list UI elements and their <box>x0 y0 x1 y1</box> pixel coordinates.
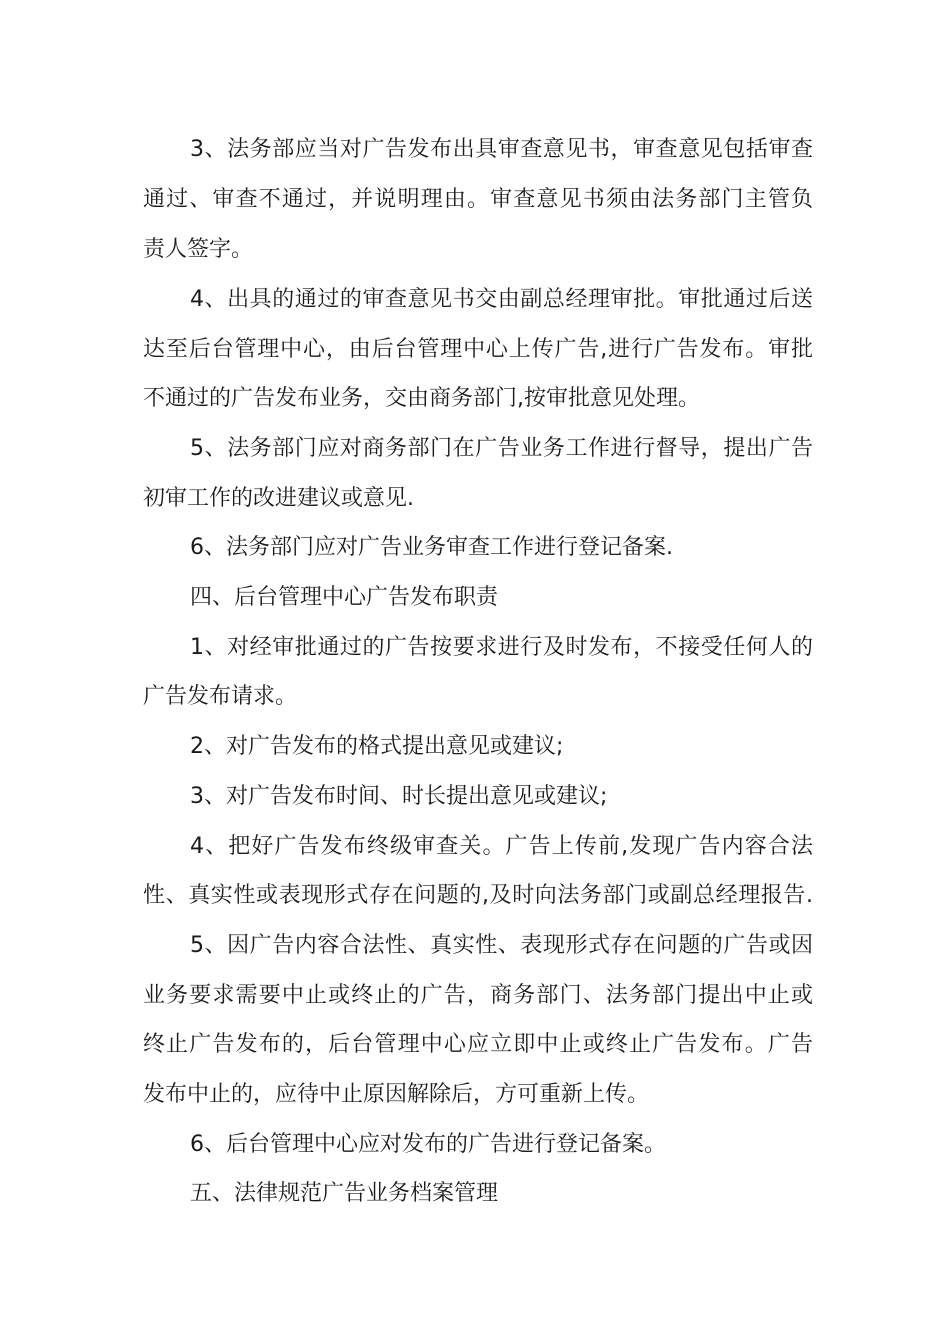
item-5-line-1: 5、因广告内容合法性、真实性、表现形式存在问题的广告或因 <box>190 933 813 958</box>
item-2-line-1: 2、对广告发布的格式提出意见或建议; <box>190 734 564 759</box>
paragraph-4-line-2: 达至后台管理中心，由后台管理中心上传广告,进行广告发布。审批 <box>143 337 813 362</box>
paragraph-4-line-1: 4、出具的通过的审查意见书交由副总经理审批。审批通过后送 <box>190 287 813 312</box>
paragraph-3-line-3: 责人签字。 <box>143 237 254 262</box>
item-5-line-4: 发布中止的，应待中止原因解除后，方可重新上传。 <box>143 1082 650 1107</box>
section-heading-5: 五、法律规范广告业务档案管理 <box>190 1181 499 1206</box>
paragraph-5-line-1: 5、法务部门应对商务部门在广告业务工作进行督导，提出广告 <box>190 436 813 461</box>
item-1-line-1: 1、对经审批通过的广告按要求进行及时发布，不接受任何人的 <box>190 635 813 660</box>
paragraph-6-line-1: 6、法务部门应对广告业务审查工作进行登记备案. <box>190 535 673 560</box>
item-1-line-2: 广告发布请求。 <box>143 684 298 709</box>
item-5-line-2: 业务要求需要中止或终止的广告，商务部门、法务部门提出中止或 <box>143 983 813 1008</box>
paragraph-3-line-2: 通过、审查不通过，并说明理由。审查意见书须由法务部门主管负 <box>143 187 813 212</box>
paragraph-4-line-3: 不通过的广告发布业务，交由商务部门,按审批意见处理。 <box>143 386 700 411</box>
item-4-line-1: 4、把好广告发布终级审查关。广告上传前,发现广告内容合法 <box>190 834 813 859</box>
item-6-line-1: 6、后台管理中心应对发布的广告进行登记备案。 <box>190 1132 666 1157</box>
item-4-line-2: 性、真实性或表现形式存在问题的,及时向法务部门或副总经理报告. <box>143 883 813 908</box>
paragraph-5-line-2: 初审工作的改进建议或意见. <box>143 486 414 511</box>
section-heading-4: 四、后台管理中心广告发布职责 <box>190 585 499 610</box>
item-5-line-3: 终止广告发布的，后台管理中心应立即中止或终止广告发布。广告 <box>143 1032 813 1057</box>
item-3-line-1: 3、对广告发布时间、时长提出意见或建议; <box>190 784 608 809</box>
paragraph-3-line-1: 3、法务部应当对广告发布出具审查意见书，审查意见包括审查 <box>190 137 813 162</box>
